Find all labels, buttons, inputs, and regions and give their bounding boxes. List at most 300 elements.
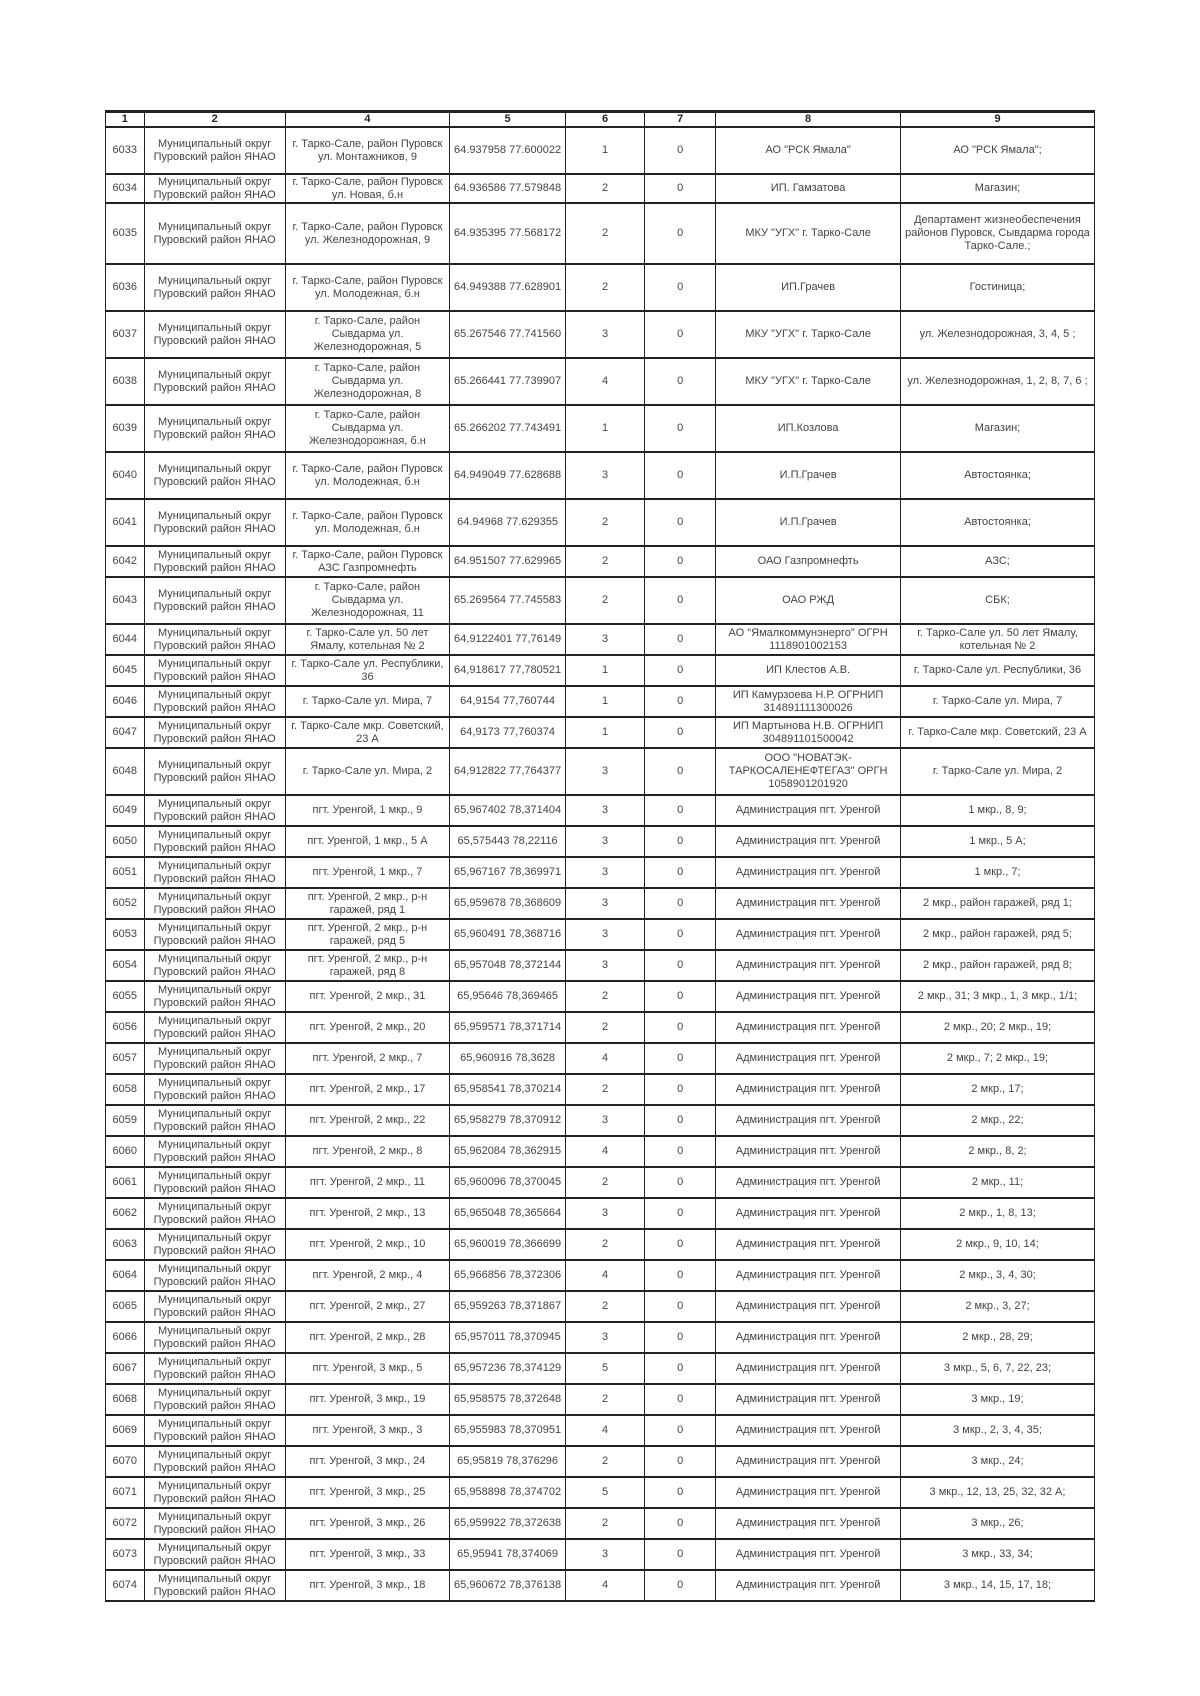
zero-cell: 0: [645, 499, 716, 546]
owner-cell: МКУ "УГХ" г. Тарко-Сале: [716, 203, 901, 264]
district-cell: Муниципальный округ Пуровский район ЯНАО: [144, 1446, 285, 1477]
count-cell: 2: [565, 499, 644, 546]
address-cell: г. Тарко-Сале ул. Республики, 36: [285, 655, 449, 686]
table-row: [106, 264, 1095, 311]
zero-cell: 0: [645, 655, 716, 686]
table-row: [106, 919, 1095, 950]
address-cell: пгт. Уренгой, 2 мкр., 31: [285, 981, 449, 1012]
district-cell: Муниципальный округ Пуровский район ЯНАО: [144, 624, 285, 655]
zero-cell: 0: [645, 1291, 716, 1322]
object-cell: 2 мкр., район гаражей, ряд 8;: [901, 950, 1095, 981]
owner-cell: Администрация пгт. Уренгой: [716, 1508, 901, 1539]
count-cell: 1: [565, 405, 644, 452]
table-row: [106, 1167, 1095, 1198]
coordinates-cell: 65,95941 78,374069: [450, 1539, 566, 1570]
table-row: [106, 655, 1095, 686]
coordinates-cell: 64.94968 77.629355: [450, 499, 566, 546]
row-number-cell: 6045: [106, 655, 145, 686]
coordinates-cell: 65,960096 78,370045: [450, 1167, 566, 1198]
owner-cell: ИП.Грачев: [716, 264, 901, 311]
coordinates-cell: 65,967402 78,371404: [450, 795, 566, 826]
count-cell: 2: [565, 1074, 644, 1105]
owner-cell: И.П.Грачев: [716, 452, 901, 499]
district-cell: Муниципальный округ Пуровский район ЯНАО: [144, 1136, 285, 1167]
table-row: [106, 203, 1095, 264]
count-cell: 3: [565, 857, 644, 888]
zero-cell: 0: [645, 857, 716, 888]
table-row: [106, 127, 1095, 174]
object-cell: ул. Железнодорожная, 3, 4, 5 ;: [901, 311, 1095, 358]
object-cell: 2 мкр., 3, 27;: [901, 1291, 1095, 1322]
coordinates-cell: 65,957236 78,374129: [450, 1353, 566, 1384]
address-cell: пгт. Уренгой, 1 мкр., 7: [285, 857, 449, 888]
district-cell: Муниципальный округ Пуровский район ЯНАО: [144, 717, 285, 748]
coordinates-cell: 64.949388 77.628901: [450, 264, 566, 311]
count-cell: 1: [565, 655, 644, 686]
address-cell: г. Тарко-Сале, район Сывдарма ул. Железнодорожная, б.н: [285, 405, 449, 452]
table-row: [106, 857, 1095, 888]
owner-cell: ИП. Гамзатова: [716, 174, 901, 203]
coordinates-cell: 65,960491 78,368716: [450, 919, 566, 950]
address-cell: пгт. Уренгой, 1 мкр., 5 А: [285, 826, 449, 857]
coordinates-cell: 65.266441 77.739907: [450, 358, 566, 405]
count-cell: 2: [565, 1446, 644, 1477]
row-number-cell: 6065: [106, 1291, 145, 1322]
table-row: [106, 577, 1095, 624]
count-cell: 2: [565, 1167, 644, 1198]
zero-cell: 0: [645, 686, 716, 717]
object-cell: 1 мкр., 7;: [901, 857, 1095, 888]
coordinates-cell: 65,962084 78,362915: [450, 1136, 566, 1167]
row-number-cell: 6070: [106, 1446, 145, 1477]
district-cell: Муниципальный округ Пуровский район ЯНАО: [144, 1508, 285, 1539]
zero-cell: 0: [645, 127, 716, 174]
count-cell: 1: [565, 127, 644, 174]
address-cell: пгт. Уренгой, 3 мкр., 25: [285, 1477, 449, 1508]
owner-cell: Администрация пгт. Уренгой: [716, 1322, 901, 1353]
district-cell: Муниципальный округ Пуровский район ЯНАО: [144, 1477, 285, 1508]
coordinates-cell: 65,965048 78,365664: [450, 1198, 566, 1229]
row-number-cell: 6039: [106, 405, 145, 452]
row-number-cell: 6074: [106, 1570, 145, 1601]
object-cell: 2 мкр., 28, 29;: [901, 1322, 1095, 1353]
address-cell: пгт. Уренгой, 3 мкр., 19: [285, 1384, 449, 1415]
object-cell: 3 мкр., 14, 15, 17, 18;: [901, 1570, 1095, 1601]
table-row: [106, 311, 1095, 358]
owner-cell: И.П.Грачев: [716, 499, 901, 546]
owner-cell: Администрация пгт. Уренгой: [716, 795, 901, 826]
row-number-cell: 6072: [106, 1508, 145, 1539]
table-row: [106, 1570, 1095, 1601]
header-col-1: 1: [106, 112, 145, 128]
coordinates-cell: 65,960672 78,376138: [450, 1570, 566, 1601]
owner-cell: МКУ "УГХ" г. Тарко-Сале: [716, 358, 901, 405]
district-cell: Муниципальный округ Пуровский район ЯНАО: [144, 264, 285, 311]
count-cell: 4: [565, 1260, 644, 1291]
zero-cell: 0: [645, 1105, 716, 1136]
owner-cell: Администрация пгт. Уренгой: [716, 1043, 901, 1074]
address-cell: г. Тарко-Сале, район Сывдарма ул. Железнодорожная, 11: [285, 577, 449, 624]
zero-cell: 0: [645, 1322, 716, 1353]
coordinates-cell: 65,955983 78,370951: [450, 1415, 566, 1446]
table-row: [106, 1105, 1095, 1136]
address-cell: пгт. Уренгой, 2 мкр., 27: [285, 1291, 449, 1322]
district-cell: Муниципальный округ Пуровский район ЯНАО: [144, 1322, 285, 1353]
zero-cell: 0: [645, 203, 716, 264]
count-cell: 4: [565, 358, 644, 405]
address-cell: г. Тарко-Сале, район Сывдарма ул. Железнодорожная, 8: [285, 358, 449, 405]
district-cell: Муниципальный округ Пуровский район ЯНАО: [144, 826, 285, 857]
table-row: [106, 1260, 1095, 1291]
zero-cell: 0: [645, 1167, 716, 1198]
table-row: [106, 888, 1095, 919]
zero-cell: 0: [645, 624, 716, 655]
header-col-7: 7: [645, 112, 716, 128]
row-number-cell: 6068: [106, 1384, 145, 1415]
owner-cell: АО "Ямалкоммунэнерго" ОГРН 1118901002153: [716, 624, 901, 655]
owner-cell: ИП Мартынова Н.В. ОГРНИП 304891101500042: [716, 717, 901, 748]
coordinates-cell: 65,575443 78,22116: [450, 826, 566, 857]
district-cell: Муниципальный округ Пуровский район ЯНАО: [144, 546, 285, 577]
owner-cell: Администрация пгт. Уренгой: [716, 1167, 901, 1198]
address-cell: пгт. Уренгой, 3 мкр., 3: [285, 1415, 449, 1446]
address-cell: г. Тарко-Сале, район Пуровск ул. Монтажников, 9: [285, 127, 449, 174]
row-number-cell: 6054: [106, 950, 145, 981]
count-cell: 3: [565, 1198, 644, 1229]
zero-cell: 0: [645, 981, 716, 1012]
row-number-cell: 6041: [106, 499, 145, 546]
district-cell: Муниципальный округ Пуровский район ЯНАО: [144, 577, 285, 624]
owner-cell: Администрация пгт. Уренгой: [716, 857, 901, 888]
object-cell: г. Тарко-Сале мкр. Советский, 23 А: [901, 717, 1095, 748]
table-row: [106, 358, 1095, 405]
zero-cell: 0: [645, 1477, 716, 1508]
coordinates-cell: 65,966856 78,372306: [450, 1260, 566, 1291]
object-cell: 3 мкр., 24;: [901, 1446, 1095, 1477]
table-row: [106, 1508, 1095, 1539]
zero-cell: 0: [645, 748, 716, 795]
object-cell: СБК;: [901, 577, 1095, 624]
table-row: [106, 1415, 1095, 1446]
object-cell: 3 мкр., 12, 13, 25, 32, 32 А;: [901, 1477, 1095, 1508]
zero-cell: 0: [645, 1353, 716, 1384]
count-cell: 3: [565, 624, 644, 655]
row-number-cell: 6042: [106, 546, 145, 577]
table-row: [106, 1539, 1095, 1570]
zero-cell: 0: [645, 174, 716, 203]
owner-cell: Администрация пгт. Уренгой: [716, 1415, 901, 1446]
count-cell: 2: [565, 1508, 644, 1539]
table-header: [106, 112, 1095, 128]
owner-cell: Администрация пгт. Уренгой: [716, 1260, 901, 1291]
owner-cell: Администрация пгт. Уренгой: [716, 1105, 901, 1136]
row-number-cell: 6036: [106, 264, 145, 311]
object-cell: 2 мкр., 3, 4, 30;: [901, 1260, 1095, 1291]
object-cell: 2 мкр., 1, 8, 13;: [901, 1198, 1095, 1229]
owner-cell: Администрация пгт. Уренгой: [716, 1539, 901, 1570]
registry-table: [105, 110, 1095, 1602]
district-cell: Муниципальный округ Пуровский район ЯНАО: [144, 499, 285, 546]
zero-cell: 0: [645, 1074, 716, 1105]
row-number-cell: 6067: [106, 1353, 145, 1384]
table-row: [106, 1198, 1095, 1229]
coordinates-cell: 65,960019 78,366699: [450, 1229, 566, 1260]
coordinates-cell: 65,960916 78,3628: [450, 1043, 566, 1074]
coordinates-cell: 65,95646 78,369465: [450, 981, 566, 1012]
count-cell: 3: [565, 1322, 644, 1353]
district-cell: Муниципальный округ Пуровский район ЯНАО: [144, 127, 285, 174]
table-row: [106, 452, 1095, 499]
row-number-cell: 6050: [106, 826, 145, 857]
district-cell: Муниципальный округ Пуровский район ЯНАО: [144, 203, 285, 264]
coordinates-cell: 65,95819 78,376296: [450, 1446, 566, 1477]
district-cell: Муниципальный округ Пуровский район ЯНАО: [144, 1043, 285, 1074]
district-cell: Муниципальный округ Пуровский район ЯНАО: [144, 1570, 285, 1601]
district-cell: Муниципальный округ Пуровский район ЯНАО: [144, 1198, 285, 1229]
owner-cell: Администрация пгт. Уренгой: [716, 826, 901, 857]
count-cell: 2: [565, 264, 644, 311]
count-cell: 2: [565, 1012, 644, 1043]
zero-cell: 0: [645, 1446, 716, 1477]
count-cell: 1: [565, 717, 644, 748]
row-number-cell: 6063: [106, 1229, 145, 1260]
address-cell: пгт. Уренгой, 2 мкр., р-н гаражей, ряд 5: [285, 919, 449, 950]
coordinates-cell: 64.937958 77.600022: [450, 127, 566, 174]
row-number-cell: 6058: [106, 1074, 145, 1105]
table-row: [106, 1384, 1095, 1415]
row-number-cell: 6073: [106, 1539, 145, 1570]
district-cell: Муниципальный округ Пуровский район ЯНАО: [144, 1384, 285, 1415]
object-cell: 1 мкр., 5 А;: [901, 826, 1095, 857]
district-cell: Муниципальный округ Пуровский район ЯНАО: [144, 1229, 285, 1260]
address-cell: пгт. Уренгой, 3 мкр., 33: [285, 1539, 449, 1570]
zero-cell: 0: [645, 888, 716, 919]
count-cell: 1: [565, 686, 644, 717]
district-cell: Муниципальный округ Пуровский район ЯНАО: [144, 1353, 285, 1384]
header-col-4: 4: [285, 112, 449, 128]
count-cell: 2: [565, 1291, 644, 1322]
object-cell: 2 мкр., 8, 2;: [901, 1136, 1095, 1167]
owner-cell: Администрация пгт. Уренгой: [716, 1446, 901, 1477]
zero-cell: 0: [645, 950, 716, 981]
coordinates-cell: 65.266202 77.743491: [450, 405, 566, 452]
address-cell: г. Тарко-Сале ул. 50 лет Ямалу, котельная № 2: [285, 624, 449, 655]
district-cell: Муниципальный округ Пуровский район ЯНАО: [144, 1260, 285, 1291]
object-cell: 2 мкр., 31; 3 мкр., 1, 3 мкр., 1/1;: [901, 981, 1095, 1012]
address-cell: г. Тарко-Сале, район Сывдарма ул. Железнодорожная, 5: [285, 311, 449, 358]
zero-cell: 0: [645, 1539, 716, 1570]
coordinates-cell: 65,958541 78,370214: [450, 1074, 566, 1105]
owner-cell: Администрация пгт. Уренгой: [716, 1136, 901, 1167]
object-cell: ул. Железнодорожная, 1, 2, 8, 7, 6 ;: [901, 358, 1095, 405]
coordinates-cell: 64.951507 77.629965: [450, 546, 566, 577]
district-cell: Муниципальный округ Пуровский район ЯНАО: [144, 888, 285, 919]
district-cell: Муниципальный округ Пуровский район ЯНАО: [144, 1167, 285, 1198]
table-row: [106, 546, 1095, 577]
address-cell: пгт. Уренгой, 2 мкр., 10: [285, 1229, 449, 1260]
address-cell: г. Тарко-Сале ул. Мира, 7: [285, 686, 449, 717]
address-cell: пгт. Уренгой, 2 мкр., р-н гаражей, ряд 1: [285, 888, 449, 919]
owner-cell: Администрация пгт. Уренгой: [716, 1074, 901, 1105]
object-cell: Автостоянка;: [901, 452, 1095, 499]
zero-cell: 0: [645, 264, 716, 311]
count-cell: 3: [565, 1539, 644, 1570]
object-cell: 2 мкр., 22;: [901, 1105, 1095, 1136]
zero-cell: 0: [645, 1260, 716, 1291]
coordinates-cell: 65,959678 78,368609: [450, 888, 566, 919]
object-cell: г. Тарко-Сале ул. Мира, 2: [901, 748, 1095, 795]
table-row: [106, 686, 1095, 717]
zero-cell: 0: [645, 311, 716, 358]
owner-cell: Администрация пгт. Уренгой: [716, 1353, 901, 1384]
district-cell: Муниципальный округ Пуровский район ЯНАО: [144, 1415, 285, 1446]
row-number-cell: 6047: [106, 717, 145, 748]
object-cell: 2 мкр., 20; 2 мкр., 19;: [901, 1012, 1095, 1043]
row-number-cell: 6044: [106, 624, 145, 655]
count-cell: 2: [565, 174, 644, 203]
district-cell: Муниципальный округ Пуровский район ЯНАО: [144, 358, 285, 405]
count-cell: 3: [565, 919, 644, 950]
owner-cell: Администрация пгт. Уренгой: [716, 981, 901, 1012]
address-cell: пгт. Уренгой, 2 мкр., 7: [285, 1043, 449, 1074]
row-number-cell: 6046: [106, 686, 145, 717]
address-cell: пгт. Уренгой, 3 мкр., 26: [285, 1508, 449, 1539]
object-cell: 2 мкр., район гаражей, ряд 1;: [901, 888, 1095, 919]
zero-cell: 0: [645, 1198, 716, 1229]
zero-cell: 0: [645, 1384, 716, 1415]
owner-cell: ОАО РЖД: [716, 577, 901, 624]
owner-cell: ООО "НОВАТЭК-ТАРКОСАЛЕНЕФТЕГАЗ" ОРГН 1058901201920: [716, 748, 901, 795]
owner-cell: Администрация пгт. Уренгой: [716, 950, 901, 981]
object-cell: 2 мкр., 7; 2 мкр., 19;: [901, 1043, 1095, 1074]
row-number-cell: 6064: [106, 1260, 145, 1291]
address-cell: пгт. Уренгой, 3 мкр., 18: [285, 1570, 449, 1601]
zero-cell: 0: [645, 717, 716, 748]
object-cell: 2 мкр., 9, 10, 14;: [901, 1229, 1095, 1260]
object-cell: 2 мкр., район гаражей, ряд 5;: [901, 919, 1095, 950]
address-cell: пгт. Уренгой, 3 мкр., 24: [285, 1446, 449, 1477]
owner-cell: ИП Клестов А.В.: [716, 655, 901, 686]
object-cell: г. Тарко-Сале ул. Республики, 36: [901, 655, 1095, 686]
address-cell: пгт. Уренгой, 2 мкр., 28: [285, 1322, 449, 1353]
zero-cell: 0: [645, 1570, 716, 1601]
row-number-cell: 6066: [106, 1322, 145, 1353]
zero-cell: 0: [645, 1229, 716, 1260]
address-cell: пгт. Уренгой, 3 мкр., 5: [285, 1353, 449, 1384]
header-col-6: 6: [565, 112, 644, 128]
coordinates-cell: 65.269564 77.745583: [450, 577, 566, 624]
address-cell: г. Тарко-Сале, район Пуровск ул. Молодежная, б.н: [285, 452, 449, 499]
object-cell: Магазин;: [901, 174, 1095, 203]
row-number-cell: 6059: [106, 1105, 145, 1136]
header-col-5: 5: [450, 112, 566, 128]
district-cell: Муниципальный округ Пуровский район ЯНАО: [144, 174, 285, 203]
address-cell: пгт. Уренгой, 2 мкр., 17: [285, 1074, 449, 1105]
address-cell: пгт. Уренгой, 2 мкр., 22: [285, 1105, 449, 1136]
address-cell: пгт. Уренгой, 2 мкр., 8: [285, 1136, 449, 1167]
table-row: [106, 1477, 1095, 1508]
row-number-cell: 6051: [106, 857, 145, 888]
table-body: [106, 127, 1095, 1601]
owner-cell: Администрация пгт. Уренгой: [716, 1384, 901, 1415]
table-row: [106, 499, 1095, 546]
row-number-cell: 6043: [106, 577, 145, 624]
object-cell: 2 мкр., 17;: [901, 1074, 1095, 1105]
address-cell: г. Тарко-Сале ул. Мира, 2: [285, 748, 449, 795]
table-row: [106, 1043, 1095, 1074]
owner-cell: ИП Камурзоева Н.Р. ОГРНИП 314891111300026: [716, 686, 901, 717]
coordinates-cell: 65,957048 78,372144: [450, 950, 566, 981]
owner-cell: Администрация пгт. Уренгой: [716, 1291, 901, 1322]
object-cell: АО "РСК Ямала";: [901, 127, 1095, 174]
owner-cell: МКУ "УГХ" г. Тарко-Сале: [716, 311, 901, 358]
district-cell: Муниципальный округ Пуровский район ЯНАО: [144, 686, 285, 717]
object-cell: 3 мкр., 5, 6, 7, 22, 23;: [901, 1353, 1095, 1384]
district-cell: Муниципальный округ Пуровский район ЯНАО: [144, 452, 285, 499]
address-cell: пгт. Уренгой, 2 мкр., р-н гаражей, ряд 8: [285, 950, 449, 981]
row-number-cell: 6060: [106, 1136, 145, 1167]
row-number-cell: 6071: [106, 1477, 145, 1508]
address-cell: г. Тарко-Сале, район Пуровск АЗС Газпромнефть: [285, 546, 449, 577]
coordinates-cell: 64.936586 77.579848: [450, 174, 566, 203]
count-cell: 3: [565, 826, 644, 857]
count-cell: 3: [565, 950, 644, 981]
object-cell: Магазин;: [901, 405, 1095, 452]
table-row: [106, 1136, 1095, 1167]
object-cell: Автостоянка;: [901, 499, 1095, 546]
district-cell: Муниципальный округ Пуровский район ЯНАО: [144, 857, 285, 888]
header-col-2: 2: [144, 112, 285, 128]
owner-cell: Администрация пгт. Уренгой: [716, 919, 901, 950]
table-row: [106, 1291, 1095, 1322]
count-cell: 3: [565, 452, 644, 499]
coordinates-cell: 64,9154 77,760744: [450, 686, 566, 717]
header-col-9: 9: [901, 112, 1095, 128]
table-row: [106, 717, 1095, 748]
row-number-cell: 6037: [106, 311, 145, 358]
object-cell: 3 мкр., 2, 3, 4, 35;: [901, 1415, 1095, 1446]
object-cell: 3 мкр., 26;: [901, 1508, 1095, 1539]
zero-cell: 0: [645, 1043, 716, 1074]
district-cell: Муниципальный округ Пуровский район ЯНАО: [144, 655, 285, 686]
table-row: [106, 405, 1095, 452]
table-row: [106, 950, 1095, 981]
address-cell: г. Тарко-Сале, район Пуровск ул. Молодежная, б.н: [285, 499, 449, 546]
count-cell: 2: [565, 203, 644, 264]
row-number-cell: 6038: [106, 358, 145, 405]
owner-cell: Администрация пгт. Уренгой: [716, 1229, 901, 1260]
coordinates-cell: 64,912822 77,764377: [450, 748, 566, 795]
row-number-cell: 6061: [106, 1167, 145, 1198]
count-cell: 3: [565, 795, 644, 826]
count-cell: 2: [565, 1384, 644, 1415]
coordinates-cell: 64.949049 77.628688: [450, 452, 566, 499]
zero-cell: 0: [645, 919, 716, 950]
object-cell: АЗС;: [901, 546, 1095, 577]
object-cell: Гостиница;: [901, 264, 1095, 311]
coordinates-cell: 65,959263 78,371867: [450, 1291, 566, 1322]
count-cell: 2: [565, 546, 644, 577]
zero-cell: 0: [645, 546, 716, 577]
object-cell: Департамент жизнеобеспечения районов Пуровск, Сывдарма города Тарко-Сале.;: [901, 203, 1095, 264]
row-number-cell: 6069: [106, 1415, 145, 1446]
row-number-cell: 6056: [106, 1012, 145, 1043]
table-row: [106, 1446, 1095, 1477]
object-cell: г. Тарко-Сале ул. 50 лет Ямалу, котельная № 2: [901, 624, 1095, 655]
count-cell: 3: [565, 1105, 644, 1136]
table-row: [106, 624, 1095, 655]
address-cell: пгт. Уренгой, 1 мкр., 9: [285, 795, 449, 826]
